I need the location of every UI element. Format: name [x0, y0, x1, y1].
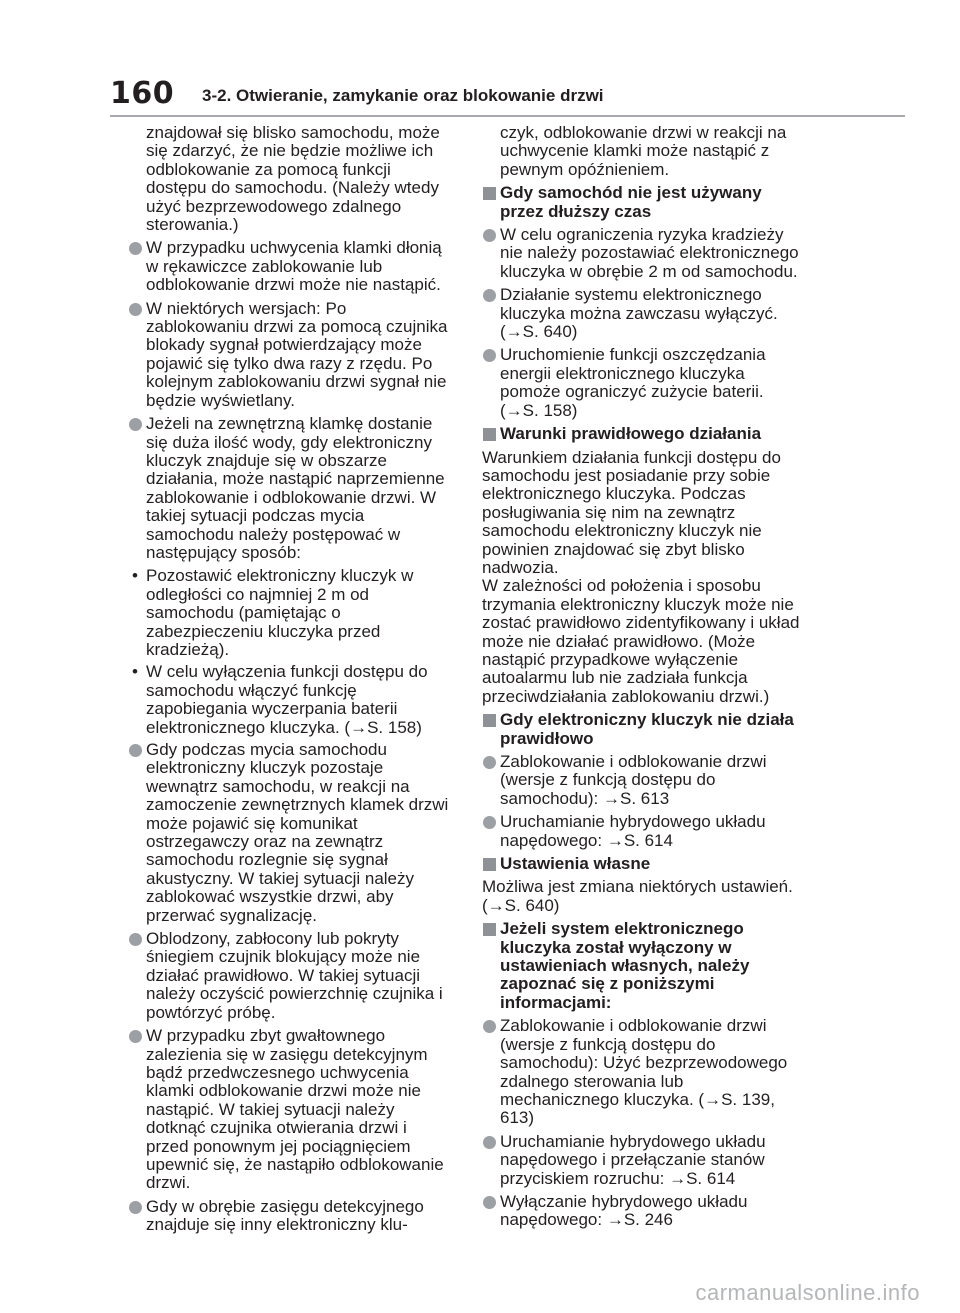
bullet-circle-icon [129, 933, 142, 946]
bullet-circle-icon [483, 816, 496, 829]
bullet-item [482, 286, 804, 341]
heading-square-icon [483, 858, 496, 871]
paragraph-text: Możliwa jest zmiana niektórych ustawień. (→S. 640) [482, 877, 793, 915]
section-heading [482, 425, 804, 443]
sub-bullet-dot: • [132, 566, 138, 586]
heading-square-icon [483, 714, 496, 727]
bullet-circle-icon [483, 349, 496, 362]
left-column [128, 124, 450, 1240]
bullet-item [128, 930, 450, 1022]
bullet-circle-icon [129, 242, 142, 255]
bullet-circle-icon [483, 1136, 496, 1149]
bullet-text: Oblodzony, zabłocony lub pokryty śniegiem czujnik blokujący może nie działać prawidłowo. W takiej sytuacji należy oczyścić powierzchnię czujnika i powtórzyć próbę. [146, 929, 443, 1022]
bullet-item [128, 239, 450, 294]
bullet-item [128, 415, 450, 562]
right-column [482, 124, 804, 1235]
bullet-circle-icon [483, 289, 496, 302]
bullet-circle-icon [129, 1030, 142, 1043]
paragraph-text: czyk, odblokowanie drzwi w reakcji na uchwycenie klamki może nastąpić z pewnym opóźnieniem. [500, 123, 787, 179]
paragraph-continuation [482, 124, 804, 179]
bullet-text: Jeżeli na zewnętrzną klamkę dostanie się duża ilość wody, gdy elektroniczny kluczyk znajduje się w obszarze działania, może nastąpić naprzemienne zablokowanie i odblokowanie drzwi. W takiej sytuacji podczas mycia samochodu należy postępować w następujący sposób: [146, 414, 445, 562]
bullet-text: Wyłączanie hybrydowego układu napędowego: →S. 246 [500, 1191, 748, 1230]
heading-text: Gdy elektroniczny kluczyk nie działa prawidłowo [500, 710, 794, 748]
section-title: 3-2. Otwieranie, zamykanie oraz blokowanie drzwi [202, 86, 604, 105]
bullet-circle-icon [483, 229, 496, 242]
sub-item-text: Pozostawić elektroniczny kluczyk w odległości co najmniej 2 m od samochodu (pamiętając o zabezpieczeniu kluczyka przed kradzieżą). [146, 566, 414, 659]
bullet-item [482, 813, 804, 850]
bullet-item [482, 226, 804, 281]
paragraph-text: W zależności od położenia i sposobu trzymania elektroniczny kluczyk może nie zostać prawidłowo zidentyfikowany i układ może nie działać prawidłowo. (Może nastąpić przypadkowe wyłączenie autoalarmu lub nie zadziała funkcja przeciwdziałania zablokowaniu drzwi.) [482, 576, 800, 706]
heading-text: Jeżeli system elektronicznego kluczyka został wyłączony w ustawieniach własnych, należy zapoznać się z poniższymi informacjami: [500, 919, 750, 1012]
heading-square-icon [483, 187, 496, 200]
bullet-item [128, 1198, 450, 1235]
bullet-item [128, 741, 450, 925]
bullet-item [128, 1027, 450, 1193]
heading-text: Ustawienia własne [500, 854, 651, 874]
paragraph [482, 878, 804, 915]
bullet-text: W przypadku zbyt gwałtownego zalezienia się w zasięgu detekcyjnym bądź przedwczesnego uchwycenia klamki odblokowanie drzwi może nie nastąpić. W takiej sytuacji należy dotknąć czujnika otwierania drzwi i przed ponownym jej pociągnięciem upewnić się, że nastąpiło odblokowanie drzwi. [146, 1026, 444, 1193]
bullet-circle-icon [129, 744, 142, 757]
bullet-text: Uruchomienie funkcji oszczędzania energii elektronicznego kluczyka pomoże ograniczyć zużycie baterii. (→S. 158) [500, 345, 766, 420]
bullet-item [482, 1193, 804, 1230]
bullet-text: Uruchamianie hybrydowego układu napędowego: →S. 614 [500, 812, 766, 850]
bullet-text: W celu ograniczenia ryzyka kradzieży nie należy pozostawiać elektronicznego kluczyka w obrębie 2 m od samochodu. [500, 225, 799, 281]
header-divider [110, 115, 905, 117]
heading-text: Gdy samochód nie jest używany przez dłuższy czas [500, 183, 762, 221]
bullet-circle-icon [129, 1201, 142, 1214]
sub-list-item [128, 567, 450, 659]
bullet-item [482, 346, 804, 420]
heading-text: Warunki prawidłowego działania [500, 424, 762, 444]
bullet-circle-icon [483, 1196, 496, 1209]
section-heading [482, 855, 804, 873]
bullet-text: Gdy w obrębie zasięgu detekcyjnego znajduje się inny elektroniczny klu- [146, 1196, 424, 1235]
section-heading [482, 920, 804, 1012]
bullet-text: W niektórych wersjach: Po zablokowaniu drzwi za pomocą czujnika blokady sygnał potwierdzający może pojawić się tylko dwa razy z rzędu. Po kolejnym zablokowaniu drzwi sygnał nie będzie wyświetlany. [146, 298, 448, 410]
bullet-item [482, 1133, 804, 1188]
bullet-text: Działanie systemu elektronicznego kluczyka można zawczasu wyłączyć. (→S. 640) [500, 285, 778, 342]
heading-square-icon [483, 923, 496, 936]
paragraph-continuation [128, 124, 450, 234]
sub-bullet-dot: • [132, 662, 138, 682]
bullet-circle-icon [483, 756, 496, 769]
bullet-item [482, 753, 804, 808]
bullet-text: Gdy podczas mycia samochodu elektroniczny kluczyk pozostaje wewnątrz samochodu, w reakcji na zamoczenie zewnętrznych klamek drzwi może pojawić się komunikat ostrzegawczy oraz na zewnątrz samochodu rozlegnie się sygnał akustyczny. W takiej sytuacji należy zablokować wszystkie drzwi, aby przerwać sygnalizację. [146, 740, 449, 925]
bullet-text: Uruchamianie hybrydowego układu napędowego i przełączanie stanów przyciskiem rozruchu: →S. 614 [500, 1131, 766, 1188]
heading-square-icon [483, 428, 496, 441]
section-heading [482, 711, 804, 748]
bullet-text: Zablokowanie i odblokowanie drzwi (wersje z funkcją dostępu do samochodu): Użyć bezprzewodowego zdalnego sterowania lub mechanicznego kluczyka. (→S. 139, 613) [500, 1016, 788, 1128]
sub-item-text: W celu wyłączenia funkcji dostępu do samochodu włączyć funkcję zapobiegania wyczerpania baterii elektronicznego kluczyka. (→S. 158) [146, 662, 428, 737]
bullet-circle-icon [483, 1020, 496, 1033]
bullet-item [128, 300, 450, 410]
bullet-text: W przypadku uchwycenia klamki dłonią w rękawiczce zablokowanie lub odblokowanie drzwi może nie nastąpić. [146, 238, 442, 295]
paragraph [482, 449, 804, 707]
bullet-text: Zablokowanie i odblokowanie drzwi (wersje z funkcją dostępu do samochodu): →S. 613 [500, 752, 767, 808]
paragraph-text: Warunkiem działania funkcji dostępu do samochodu jest posiadanie przy sobie elektronicznego kluczyka. Podczas posługiwania się nim na zewnątrz samochodu elektroniczny kluczyk nie powinien znajdować się zbyt blisko nadwozia. [482, 447, 781, 577]
section-heading [482, 184, 804, 221]
page-header [110, 76, 910, 116]
sub-list-item [128, 663, 450, 737]
paragraph-text: znajdował się blisko samochodu, może się zdarzyć, że nie będzie możliwe ich odblokowanie za pomocą funkcji dostępu do samochodu. (Należy wtedy użyć bezprzewodowego zdalnego sterowania.) [146, 123, 440, 235]
watermark: carmanualsonline.info [695, 1280, 920, 1305]
page-number: 160 [110, 76, 175, 111]
bullet-circle-icon [129, 303, 142, 316]
bullet-item [482, 1017, 804, 1127]
bullet-circle-icon [129, 418, 142, 431]
